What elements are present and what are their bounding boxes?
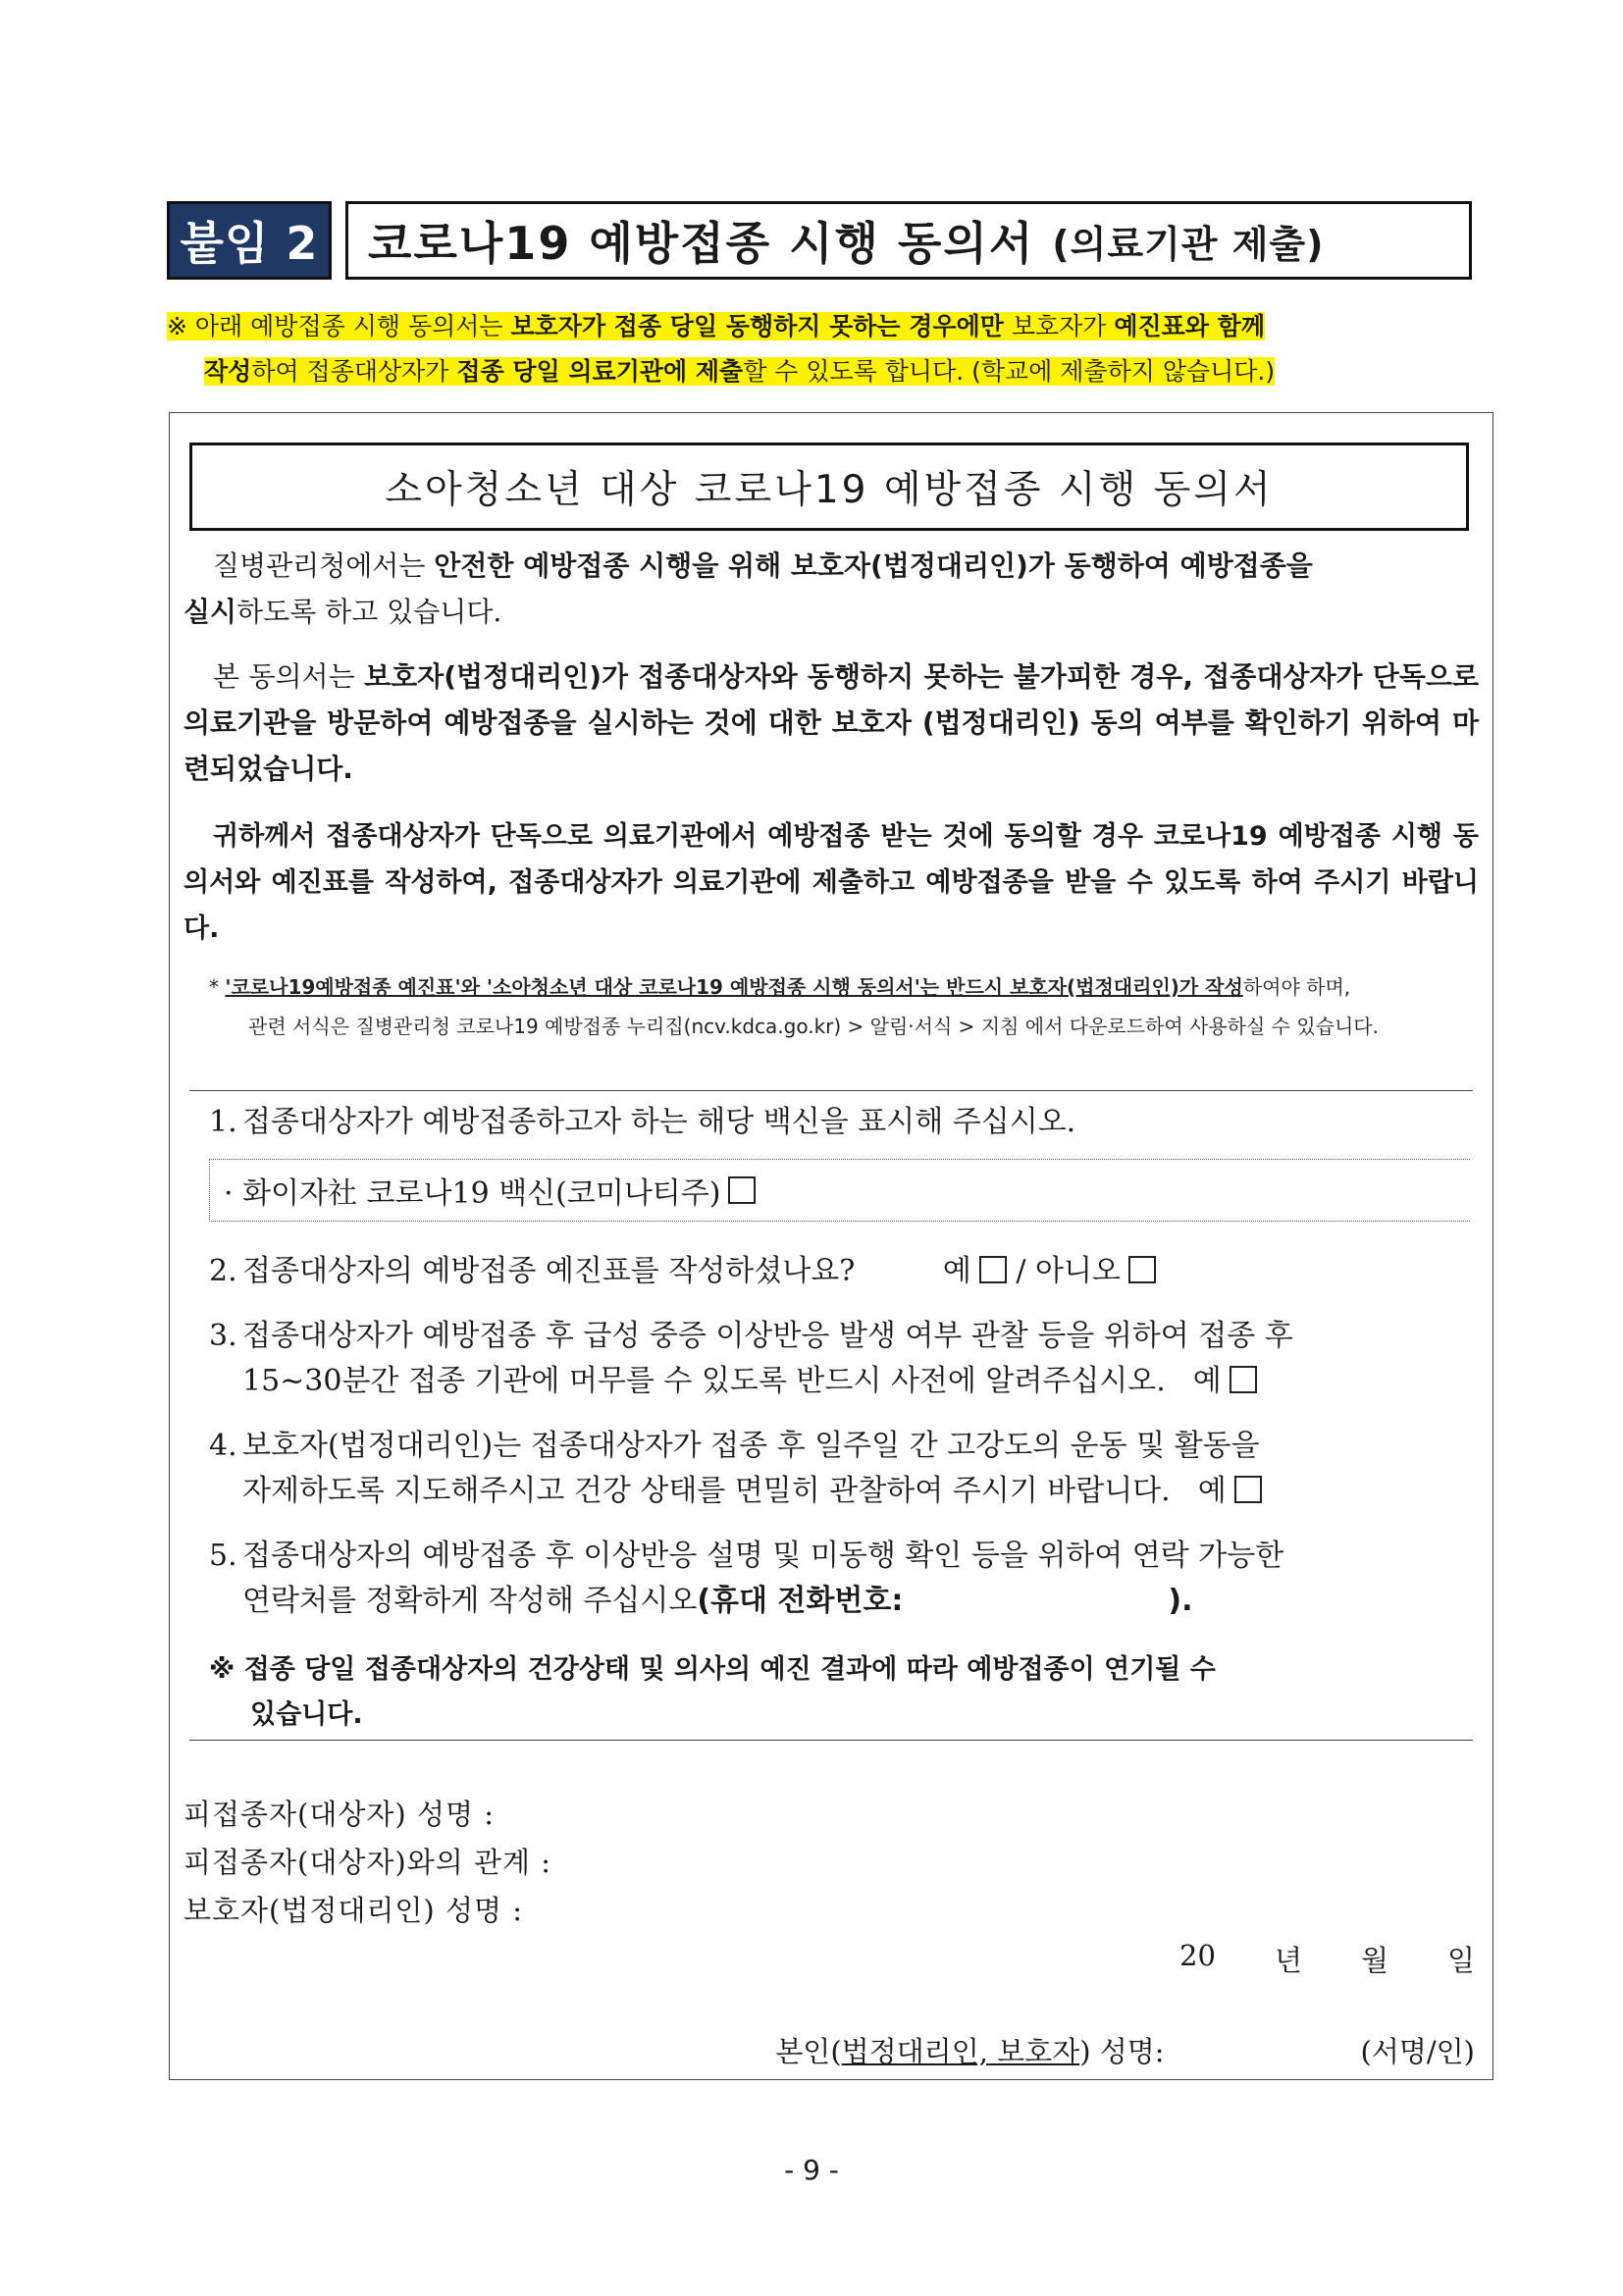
relation-field[interactable]: 피접종자(대상자)와의 관계 : [183,1846,551,1879]
notice-line-1: ※ 아래 예방접종 시행 동의서는 보호자가 접종 당일 동행하지 못하는 경우에만 보호자가 예진표와 함께 [167,312,1265,340]
question-5: 5. 접종대상자의 예방접종 후 이상반응 설명 및 미동행 확인 등을 위하여 연락 가능한 연락처를 정확하게 작성해 주십시오(휴대 전화번호: ). [209,1539,1284,1618]
intro-paragraph-3: 귀하께서 접종대상자가 단독으로 의료기관에서 예방접종 받는 것에 동의할 경우 코로나19 예방접종 시행 동의서와 예진표를 작성하여, 접종대상자가 의료기관에 제출하고 예방접종을 받을 수 있도록 하여 주시기 바랍니다. [183,821,1479,944]
phone-label: (휴대 전화번호: [697,1584,904,1618]
document-subtitle: (의료기관 제출) [1052,222,1325,266]
vaccine-label: · 화이자社 코로나19 백신(코미나티주) [224,1176,721,1211]
question-2: 2. 접종대상자의 예방접종 예진표를 작성하셨나요? 예 / 아니오 [209,1249,1465,1294]
q3-yes-checkbox[interactable] [1230,1366,1257,1393]
q2-yes-checkbox[interactable] [979,1256,1007,1283]
guardian-name-field[interactable]: 보호자(법정대리인) 성명 : [183,1894,523,1927]
page-number: - 9 - [784,2154,839,2186]
question-1: 1. 접종대상자가 예방접종하고자 하는 해당 백신을 표시해 주십시오. [209,1105,1076,1139]
page-header [167,201,1472,280]
document-title-text: 코로나19 예방접종 시행 동의서 [368,217,1035,270]
signature-line[interactable]: 본인( 법정대리인, 보호자 ) 성명: (서명/인) [775,2030,1475,2070]
date-field[interactable]: 20 년 월 일 [1179,1939,1475,1977]
intro-paragraph-1: 질병관리청에서는 안전한 예방접종 시행을 위해 보호자(법정대리인)가 동행하여 예방접종을 실시하도록 하고 있습니다. [183,549,1313,628]
q4-yes-checkbox[interactable] [1234,1476,1262,1503]
consent-form [169,412,1493,2080]
notice-line-2: 작성하여 접종대상자가 접종 당일 의료기관에 제출할 수 있도록 합니다. (학교에 제출하지 않습니다.) [204,357,1276,386]
vaccine-checkbox[interactable] [728,1176,756,1204]
seal-mark: (서명/인) [1360,2035,1475,2068]
question-3: 3. 접종대상자가 예방접종 후 급성 중증 이상반응 발생 여부 관찰 등을 위하여 접종 후 15~30분간 접종 기관에 머무를 수 있도록 반드시 사전에 알려주십시오. 예 [209,1319,1293,1398]
postponement-warning: ※ 접종 당일 접종대상자의 건강상태 및 의사의 예진 결과에 따라 예방접종이 연기될 수 있습니다. [209,1654,1216,1730]
form-title: 소아청소년 대상 코로나19 예방접종 시행 동의서 [189,443,1469,531]
intro-paragraph-2: 본 동의서는 보호자(법정대리인)가 접종대상자와 동행하지 못하는 불가피한 경우, 접종대상자가 단독으로 의료기관을 방문하여 예방접종을 실시하는 것에 대한 보호자 (법정대리인) 동의 여부를 확인하기 위하여 마련되었습니다. [183,660,1479,785]
attachment-badge: 붙임 2 [167,201,332,280]
document-title [345,201,1472,280]
question-4: 4. 보호자(법정대리인)는 접종대상자가 접종 후 일주일 간 고강도의 운동 및 활동을 자제하도록 지도해주시고 건강 상태를 면밀히 관찰하여 주시기 바랍니다. 예 [209,1424,1465,1514]
form-footnote: * '코로나19예방접종 예진표'와 '소아청소년 대상 코로나19 예방접종 시행 동의서'는 반드시 보호자(법정대리인)가 작성하여야 하며, 관련 서식은 질병관리청 코로나19 예방접종 누리집(ncv.kdca.go.kr) > 알림·서식 > 지침 에서 다운로드하여 사용하실 수 있습니다. [209,975,1379,1038]
q2-no-checkbox[interactable] [1128,1256,1156,1283]
divider-bottom [189,1740,1473,1741]
subject-name-field[interactable]: 피접종자(대상자) 성명 : [183,1798,495,1831]
submission-notice [167,304,1482,394]
vaccine-option [209,1159,1470,1222]
divider-top [189,1090,1473,1091]
